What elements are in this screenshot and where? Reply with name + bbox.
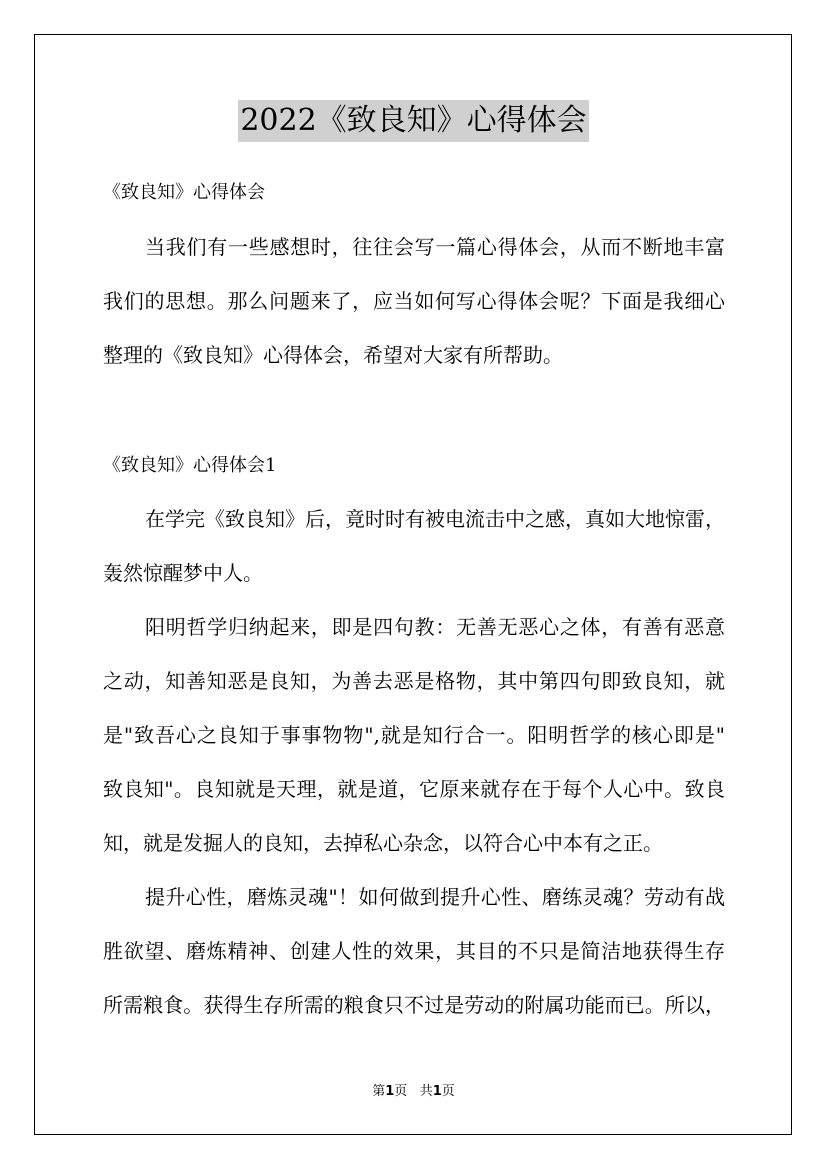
paragraph-line: 知，就是发掘人的良知，去掉私心杂念，以符合心中本有之正。 xyxy=(103,831,663,855)
document-title: 2022《致良知》心得体会 xyxy=(238,100,588,142)
paragraph-line: 在学完《致良知》后，竟时时有被电流击中之感，真如大地惊雷， xyxy=(145,507,725,531)
paragraph-line: 轰然惊醒梦中人。 xyxy=(103,561,263,585)
footer-page-suffix: 页 xyxy=(394,1084,408,1099)
paragraph-line: 是"致吾心之良知于事事物物",就是知行合一。阳明哲学的核心即是" xyxy=(103,723,725,747)
page-footer xyxy=(0,1083,827,1101)
paragraph-line: 阳明哲学归纳起来，即是四句教：无善无恶心之体，有善有恶意 xyxy=(145,615,725,639)
paragraph-line: 提升心性，磨炼灵魂"！如何做到提升心性、磨练灵魂？劳动有战 xyxy=(145,885,725,909)
footer-page-total: 1 xyxy=(432,1084,442,1099)
title-container xyxy=(0,100,827,142)
paragraph-line: 之动，知善知恶是良知，为善去恶是格物，其中第四句即致良知，就 xyxy=(103,669,725,693)
paragraph-line: 所需粮食。获得生存所需的粮食只不过是劳动的附属功能而已。所以， xyxy=(103,993,725,1017)
paragraph-line: 致良知"。良知就是天理，就是道，它原来就存在于每个人心中。致良 xyxy=(103,777,725,801)
intro-line: 当我们有一些感想时，往往会写一篇心得体会，从而不断地丰富 xyxy=(145,235,725,259)
intro-line: 我们的思想。那么问题来了，应当如何写心得体会呢？下面是我细心 xyxy=(103,289,725,313)
section-heading: 《致良知》心得体会1 xyxy=(103,455,277,476)
footer-total-suffix: 页 xyxy=(441,1084,455,1099)
intro-heading: 《致良知》心得体会 xyxy=(103,182,265,203)
footer-page-prefix: 第 xyxy=(372,1084,386,1099)
intro-line: 整理的《致良知》心得体会，希望对大家有所帮助。 xyxy=(103,343,563,367)
footer-total-prefix: 共 xyxy=(419,1084,433,1099)
paragraph-line: 胜欲望、磨炼精神、创建人性的效果，其目的不只是简洁地获得生存 xyxy=(103,939,725,963)
footer-page-current: 1 xyxy=(385,1084,395,1099)
